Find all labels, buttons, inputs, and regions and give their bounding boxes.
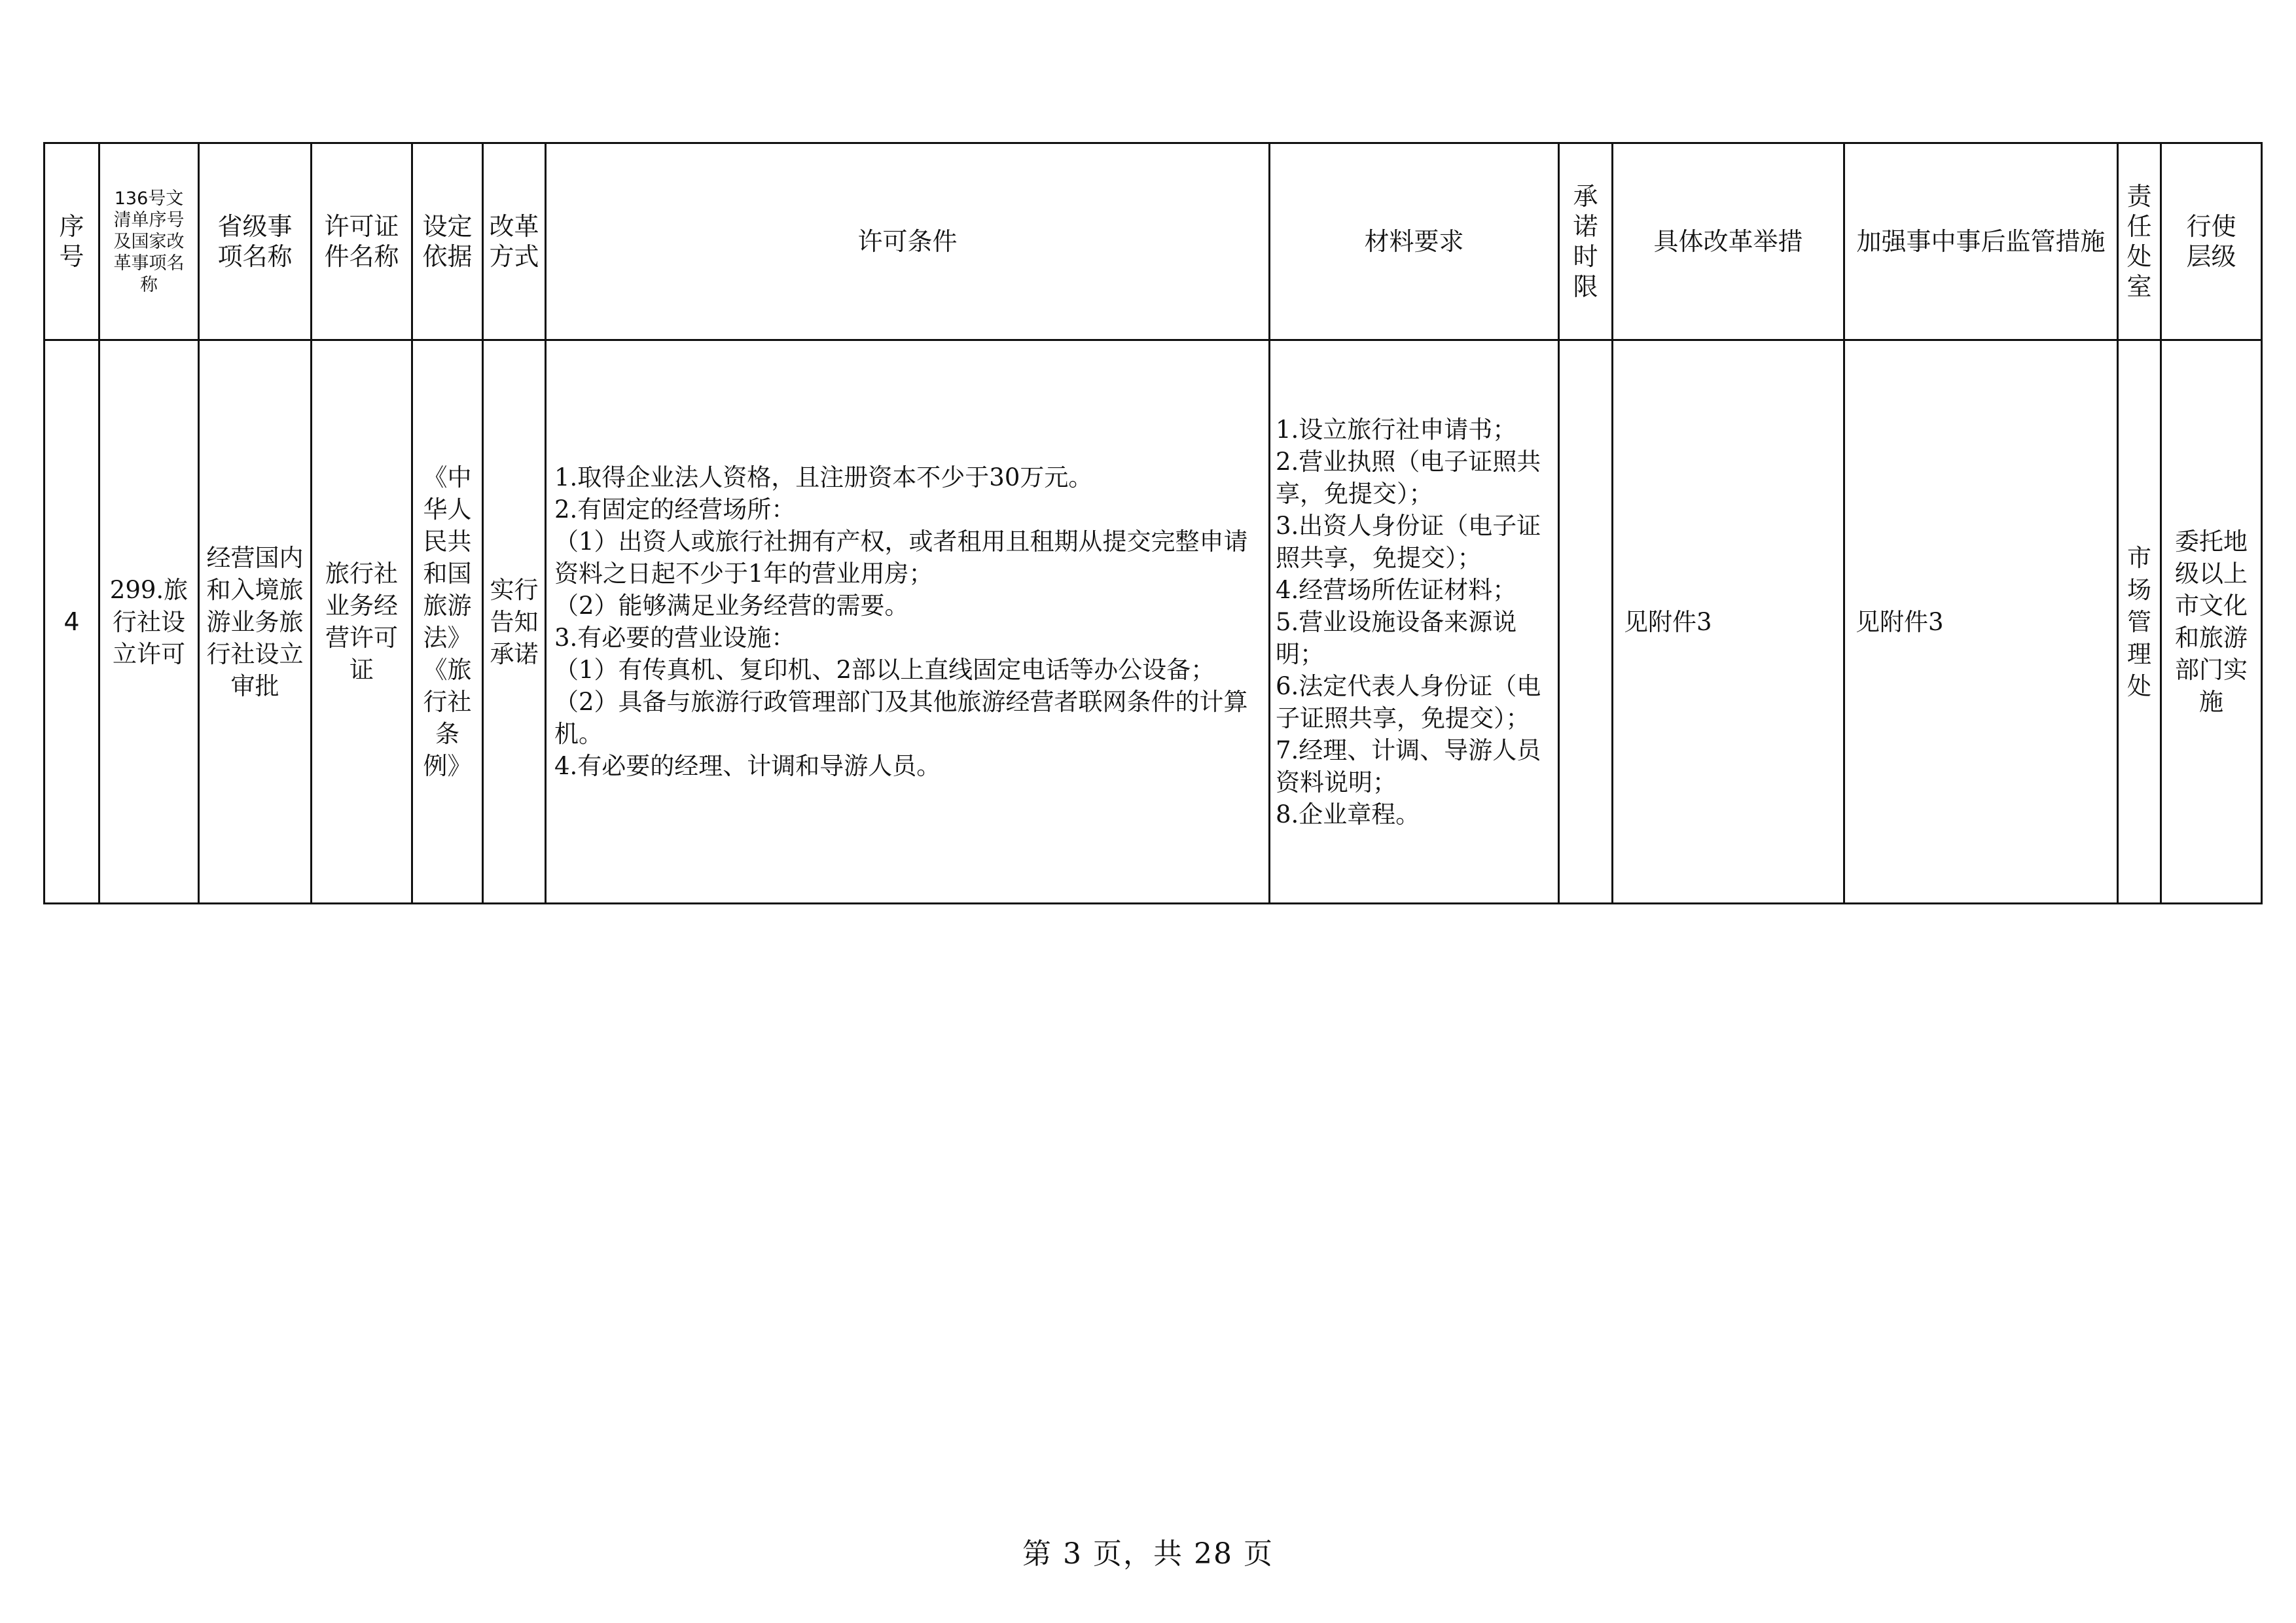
cell-doc136: 299.旅行社设立许可 bbox=[99, 340, 199, 904]
conditions-line: 3.有必要的营业设施： bbox=[554, 624, 796, 652]
cell-measures: 见附件3 bbox=[1613, 340, 1844, 904]
cell-materials bbox=[1270, 340, 1559, 904]
header-office: 责任处室 bbox=[2118, 143, 2161, 340]
header-doc136: 136号文清单序号及国家改革事项名称 bbox=[99, 143, 199, 340]
header-level: 行使层级 bbox=[2161, 143, 2262, 340]
header-materials: 材料要求 bbox=[1270, 143, 1559, 340]
materials-line: 8.企业章程。 bbox=[1276, 800, 1420, 829]
materials-line: 2.营业执照（电子证照共享，免提交）； bbox=[1276, 447, 1541, 508]
materials-line: 5.营业设施设备来源说明； bbox=[1276, 607, 1517, 668]
header-commit-time: 承诺时限 bbox=[1559, 143, 1613, 340]
reform-table bbox=[43, 142, 2263, 904]
conditions-line: 2.有固定的经营场所： bbox=[554, 495, 796, 524]
header-seq: 序号 bbox=[45, 143, 99, 340]
cell-prov-item: 经营国内和入境旅游业务旅行社设立审批 bbox=[199, 340, 312, 904]
cell-commit-time bbox=[1559, 340, 1613, 904]
cell-basis: 《中华人民共和国旅游法》《旅行社条例》 bbox=[412, 340, 483, 904]
conditions-line: （1）出资人或旅行社拥有产权，或者租用且租期从提交完整申请资料之日起不少于1年的营业用房； bbox=[554, 527, 1248, 588]
conditions-list bbox=[554, 461, 1261, 782]
table-header-row bbox=[45, 143, 2262, 340]
cell-supervision: 见附件3 bbox=[1844, 340, 2118, 904]
conditions-line: （1）有传真机、复印机、2部以上直线固定电话等办公设备； bbox=[554, 656, 1215, 684]
header-basis: 设定依据 bbox=[412, 143, 483, 340]
cell-reform-mode: 实行告知承诺 bbox=[483, 340, 546, 904]
cell-license-name: 旅行社业务经营许可证 bbox=[312, 340, 412, 904]
header-measures: 具体改革举措 bbox=[1613, 143, 1844, 340]
header-license-name: 许可证件名称 bbox=[312, 143, 412, 340]
table-row bbox=[45, 340, 2262, 904]
materials-line: 6.法定代表人身份证（电子证照共享，免提交）； bbox=[1276, 671, 1541, 732]
header-conditions: 许可条件 bbox=[546, 143, 1270, 340]
cell-office: 市场管理处 bbox=[2118, 340, 2161, 904]
header-supervision: 加强事中事后监管措施 bbox=[1844, 143, 2118, 340]
cell-conditions bbox=[546, 340, 1270, 904]
materials-list bbox=[1276, 414, 1552, 830]
conditions-line: 1.取得企业法人资格，且注册资本不少于30万元。 bbox=[554, 463, 1093, 491]
conditions-line: （2）能够满足业务经营的需要。 bbox=[554, 592, 909, 620]
cell-seq: 4 bbox=[45, 340, 99, 904]
materials-line: 4.经营场所佐证材料； bbox=[1276, 575, 1517, 604]
header-reform-mode: 改革方式 bbox=[483, 143, 546, 340]
materials-line: 1.设立旅行社申请书； bbox=[1276, 415, 1517, 444]
page-number: 第 3 页，共 28 页 bbox=[1022, 1537, 1274, 1571]
header-prov-item: 省级事项名称 bbox=[199, 143, 312, 340]
conditions-line: 4.有必要的经理、计调和导游人员。 bbox=[554, 752, 941, 780]
cell-level: 委托地级以上市文化和旅游部门实施 bbox=[2161, 340, 2262, 904]
conditions-line: （2）具备与旅游行政管理部门及其他旅游经营者联网条件的计算机。 bbox=[554, 688, 1248, 748]
materials-line: 3.出资人身份证（电子证照共享，免提交）； bbox=[1276, 511, 1541, 572]
materials-line: 7.经理、计调、导游人员资料说明； bbox=[1276, 736, 1541, 796]
